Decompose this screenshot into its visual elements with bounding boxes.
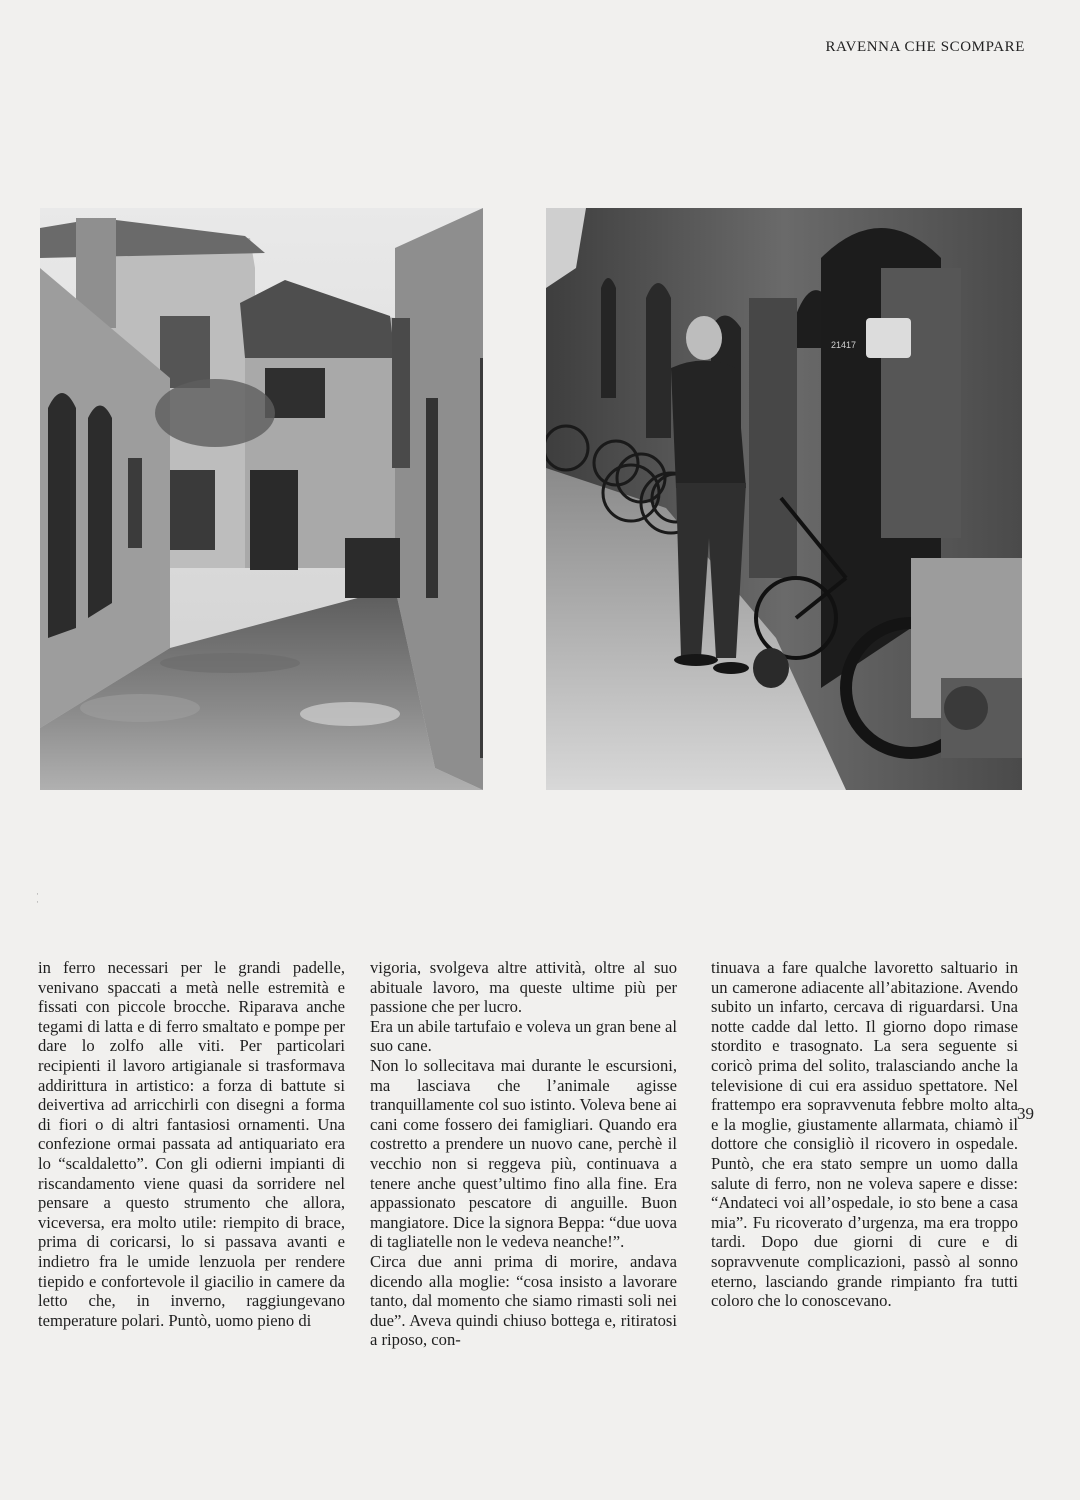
text-column-1 xyxy=(38,958,345,1330)
column-2-paragraph-2: Era un abile tartufaio e voleva un gran bene al suo cane. xyxy=(370,1016,677,1056)
alley-photo-image xyxy=(40,208,483,790)
column-2-paragraph-1: vigoria, svolgeva altre attività, oltre al suo abituale lavoro, ma queste ultime più per passione che per lucro. xyxy=(370,958,677,1017)
door-number-label: 21417 xyxy=(831,340,857,350)
column-1-paragraph: in ferro necessari per le grandi padelle, venivano spaccati a metà nelle estremità e fissati con piccole brocche. Riparava anche tegami di latta e di ferro smaltato e pompe per dare lo zolfo alle viti. Per particolari recipienti il lavoro artigianale si trasformava addirittura in artistico: a forza di battute si deivertiva ad arricchirli con disegni a forma di fiori o di altri fantasiosi ornamenti. Una confezione ormai passata ad antiquariato era lo “scaldaletto”. Con gli odierni impianti di riscandamento viene quasi da sorridere nel pensare a questo strumento che allora, viceversa, era molto utile: riempito di brace, prima di coricarsi, lo si passava avanti e indietro fra le umide lenzuola per rendere tiepido e confortevole il giacilio in camere da letto che, in inverno, raggiungevano temperature polari. Puntò, uomo pieno di xyxy=(38,958,345,1330)
column-2-paragraph-3: Non lo sollecitava mai durante le escursioni, ma lasciava che l’animale agisse tranquillamente col suo istinto. Voleva bene ai cani come fossero dei famigliari. Quando era costretto a prendere un nuovo cane, perchè il vecchio non si reggeva più, continuava a tenere anche quest’ultimo fino alla fine. Era appassionato pescatore di anguille. Buon mangiatore. Dice la signora Beppa: “due uova di tagliatelle non le vedeva neanche!”. xyxy=(370,1055,677,1252)
column-2-paragraph-4: Circa due anni prima di morire, andava dicendo alla moglie: “cosa insisto a lavorare tanto, dal momento che siamo rimasti soli nei due”. Aveva quindi chiuso bottega e, ritiratosi a riposo, con- xyxy=(370,1251,677,1350)
text-column-2 xyxy=(370,958,677,1350)
page-number: 39 xyxy=(1017,1104,1034,1123)
man-by-doorway-photo xyxy=(546,208,1022,790)
running-title: RAVENNA CHE SCOMPARE xyxy=(825,39,1025,55)
text-column-3 xyxy=(711,958,1018,1311)
alley-courtyard-photo xyxy=(40,208,483,790)
man-photo-image xyxy=(546,208,1022,790)
margin-mark: · · xyxy=(36,889,39,907)
column-3-paragraph: tinuava a fare qualche lavoretto saltuario in un camerone adiacente all’abitazione. Avendo subito un infarto, cercava di riguardarsi. Una notte cadde dal letto. Il giorno dopo rimase stordito e trasognato. La sera seguente si coricò prima del solito, tralasciando anche la televisione di cui era assiduo spettatore. Nel frattempo era sopravvenuta febbre molto alta e la moglie, giustamente allarmata, chiamò il dottore che consigliò il ricovero in ospedale. Puntò, che era stato sempre un uomo dalla salute di ferro, non ne voleva sapere e disse: “Andateci voi all’ospedale, io sto bene a casa mia”. Fu ricoverato d’urgenza, ma era troppo tardi. Dopo due giorni di cure e di sopravvenute complicazioni, passò al sonno eterno, lasciando grande rimpianto fra tutti coloro che lo conoscevano. xyxy=(711,958,1018,1311)
